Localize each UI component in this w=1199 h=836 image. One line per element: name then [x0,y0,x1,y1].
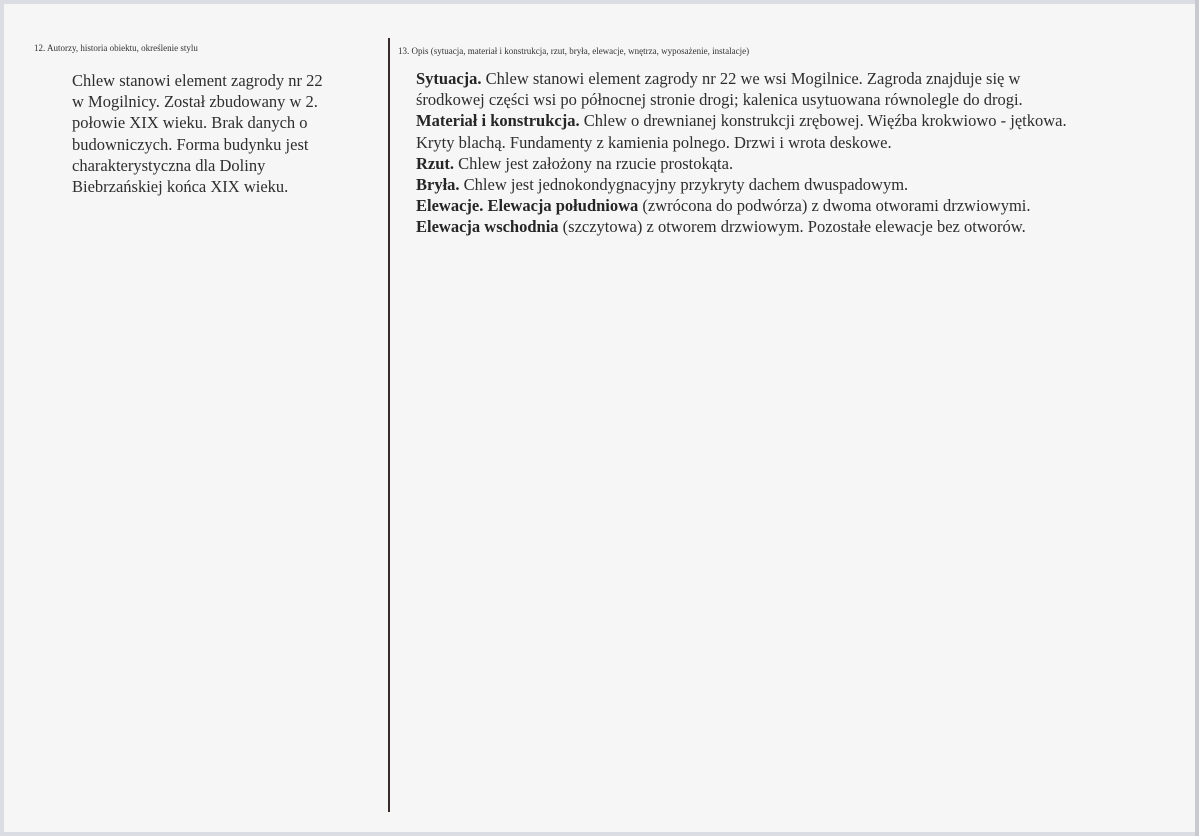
material-line-1 [416,110,1186,131]
page-edge [1195,0,1199,836]
form-sheet [4,4,1195,832]
sytuacja-line-2: środkowej części wsi po północnej stronie drogi; kalenica usytuowana równolegle do drogi. [416,90,1023,110]
field-13-text [416,68,1186,238]
rzut-heading: Rzut. [416,153,455,173]
elewacje-line-2 [416,216,1186,237]
elewacja-wschodnia-heading: Elewacja wschodnia [416,217,559,237]
sytuacja-heading: Sytuacja. [416,69,482,88]
field-12-line: budowniczych. Forma budynku jest [72,134,309,154]
field-12-text [72,70,372,197]
bryla-heading: Bryła. [416,175,460,195]
material-heading: Materiał i konstrukcja. [416,111,580,131]
field-12-line: Chlew stanowi element zagrody nr 22 [72,71,323,90]
sytuacja-text: Chlew stanowi element zagrody nr 22 we wsi Mogilnice. Zagroda znajduje się w [481,69,1021,88]
field-13-label: 13. Opis (sytuacja, materiał i konstrukcja, rzut, bryła, elewacje, wnętrza, wyposażenie, instalacje) [398,46,750,56]
sytuacja-line-1 [416,68,1186,89]
elewacja-poludniowa-text: (zwrócona do podwórza) z dwoma otworami drzwiowymi. [638,196,1031,216]
elewacja-poludniowa-heading: Elewacja południowa [483,196,639,216]
field-12-line: w Mogilnicy. Został zbudowany w 2. [72,92,318,112]
column-divider [388,38,390,812]
elewacje-heading: Elewacje. [416,196,484,216]
material-text: Chlew o drewnianej konstrukcji zrębowej. Więźba krokwiowo - jętkowa. [579,111,1067,131]
bryla-line [416,174,1186,195]
rzut-line [416,153,1186,174]
field-12-line: Biebrzańskiej końca XIX wieku. [72,177,289,197]
field-12-line: połowie XIX wieku. Brak danych o [72,113,308,133]
field-12-label: 12. Autorzy, historia obiektu, określenie stylu [34,43,198,53]
material-line-2: Kryty blachą. Fundamenty z kamienia polnego. Drzwi i wrota deskowe. [416,132,892,152]
elewacje-line-1 [416,195,1186,216]
bryla-text: Chlew jest jednokondygnacyjny przykryty dachem dwuspadowym. [459,175,909,195]
rzut-text: Chlew jest założony na rzucie prostokąta. [454,153,734,173]
elewacja-wschodnia-text: (szczytowa) z otworem drzwiowym. Pozostałe elewacje bez otworów. [558,217,1026,237]
field-12-line: charakterystyczna dla Doliny [72,155,266,175]
